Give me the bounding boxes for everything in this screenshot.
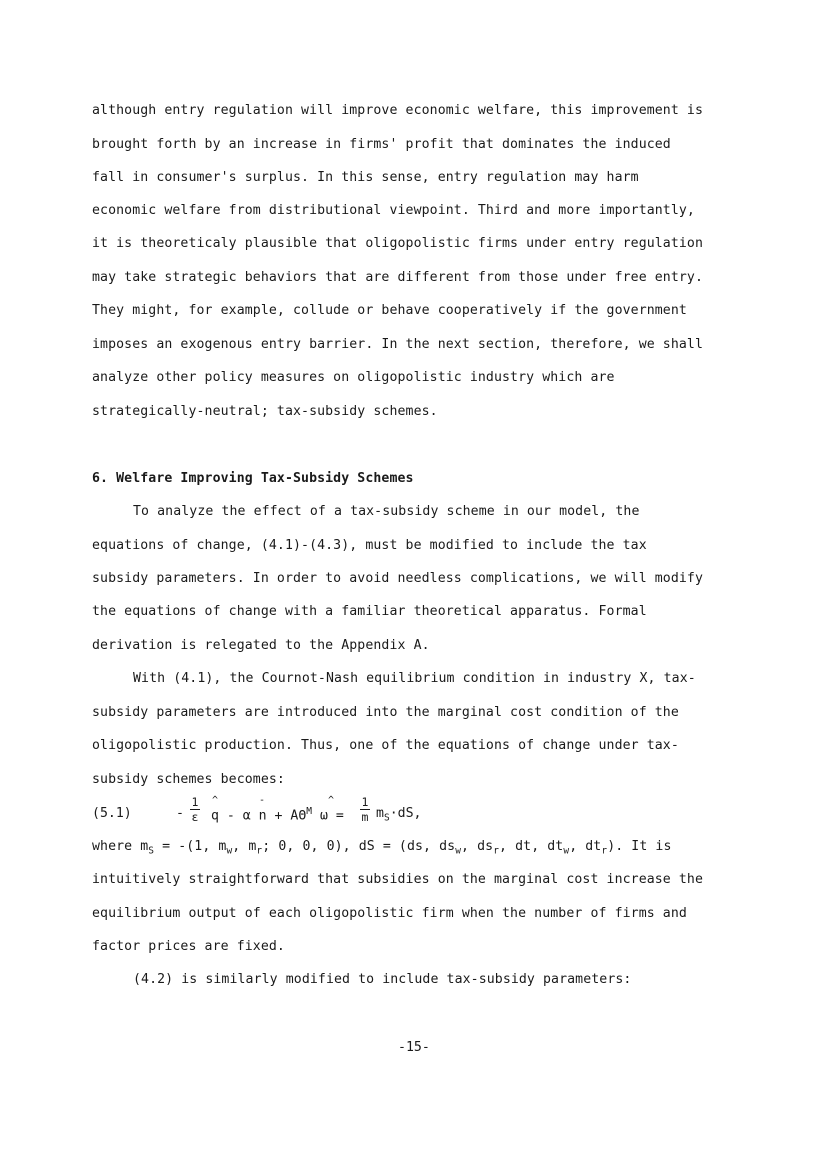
subscript: r bbox=[493, 845, 500, 857]
text-segment: = -(1, m bbox=[154, 839, 227, 854]
hat-accent: ^ bbox=[212, 795, 219, 806]
page-number: -15- bbox=[398, 1040, 430, 1055]
equation-terms: q - α n + AΘ bbox=[211, 808, 307, 824]
text-segment: , ds bbox=[461, 839, 494, 854]
fraction-numerator: 1 bbox=[191, 795, 199, 809]
text-line: the equations of change with a familiar theoretical apparatus. Formal bbox=[92, 604, 647, 619]
text-line: derivation is relegated to the Appendix A. bbox=[92, 638, 430, 653]
text-line: subsidy parameters. In order to avoid needless complications, we will modify bbox=[92, 571, 704, 586]
text-line: (4.2) is similarly modified to include tax-subsidy parameters: bbox=[133, 972, 632, 987]
text-line: brought forth by an increase in firms' profit that dominates the induced bbox=[92, 137, 671, 152]
text-line: may take strategic behaviors that are different from those under free entry. bbox=[92, 270, 704, 285]
hat-accent: - bbox=[259, 795, 266, 806]
subscript: S bbox=[383, 812, 390, 824]
equation-terms: ω = bbox=[319, 808, 344, 824]
text-line: To analyze the effect of a tax-subsidy scheme in our model, the bbox=[133, 504, 640, 519]
subscript: w bbox=[563, 845, 570, 857]
equation-terms: m bbox=[376, 806, 384, 821]
text-line: equilibrium output of each oligopolistic firm when the number of firms and bbox=[92, 906, 687, 921]
text-line: economic welfare from distributional viewpoint. Third and more importantly, bbox=[92, 203, 695, 218]
text-segment: where m bbox=[92, 839, 149, 854]
subscript: r bbox=[601, 845, 608, 857]
equation-body bbox=[211, 806, 344, 823]
text-line: subsidy parameters are introduced into the marginal cost condition of the bbox=[92, 705, 679, 720]
text-line: They might, for example, collude or behave cooperatively if the government bbox=[92, 303, 687, 318]
text-line: subsidy schemes becomes: bbox=[92, 772, 285, 787]
hat-accent: ^ bbox=[328, 795, 335, 806]
subscript: w bbox=[455, 845, 462, 857]
fraction-one-over-m bbox=[360, 796, 370, 823]
fraction-denominator: m bbox=[361, 810, 369, 824]
text-segment: , dt bbox=[569, 839, 602, 854]
fraction-numerator: 1 bbox=[361, 795, 369, 809]
text-segment: ; 0, 0, 0), dS = (ds, ds bbox=[262, 839, 456, 854]
where-line bbox=[92, 839, 672, 860]
subscript: r bbox=[256, 845, 263, 857]
text-line: intuitively straightforward that subsidies on the marginal cost increase the bbox=[92, 872, 704, 887]
fraction-denominator: ε bbox=[191, 810, 199, 824]
text-segment: , m bbox=[232, 839, 257, 854]
text-line: oligopolistic production. Thus, one of the equations of change under tax- bbox=[92, 738, 679, 753]
text-line: With (4.1), the Cournot-Nash equilibrium condition in industry X, tax- bbox=[133, 671, 696, 686]
text-line: it is theoreticaly plausible that oligopolistic firms under entry regulation bbox=[92, 236, 704, 251]
text-segment: ). It is bbox=[607, 839, 672, 854]
equation-minus: - bbox=[176, 806, 184, 821]
text-line: factor prices are fixed. bbox=[92, 939, 285, 954]
subscript: w bbox=[226, 845, 233, 857]
text-line: although entry regulation will improve economic welfare, this improvement is bbox=[92, 103, 704, 118]
text-line: strategically-neutral; tax-subsidy schemes. bbox=[92, 404, 438, 419]
fraction-one-over-epsilon bbox=[190, 796, 200, 823]
text-line: imposes an exogenous entry barrier. In the next section, therefore, we shall bbox=[92, 337, 704, 352]
text-segment: , dt, dt bbox=[499, 839, 564, 854]
text-line: analyze other policy measures on oligopolistic industry which are bbox=[92, 370, 615, 385]
text-line: equations of change, (4.1)-(4.3), must be modified to include the tax bbox=[92, 538, 647, 553]
section-heading: 6. Welfare Improving Tax-Subsidy Schemes bbox=[92, 471, 414, 486]
superscript: M bbox=[306, 806, 313, 817]
equation-tail bbox=[376, 806, 421, 824]
text-line: fall in consumer's surplus. In this sense, entry regulation may harm bbox=[92, 170, 639, 185]
subscript: S bbox=[148, 845, 155, 857]
equation-number: (5.1) bbox=[92, 806, 132, 821]
equation-terms: ·dS, bbox=[389, 806, 422, 821]
